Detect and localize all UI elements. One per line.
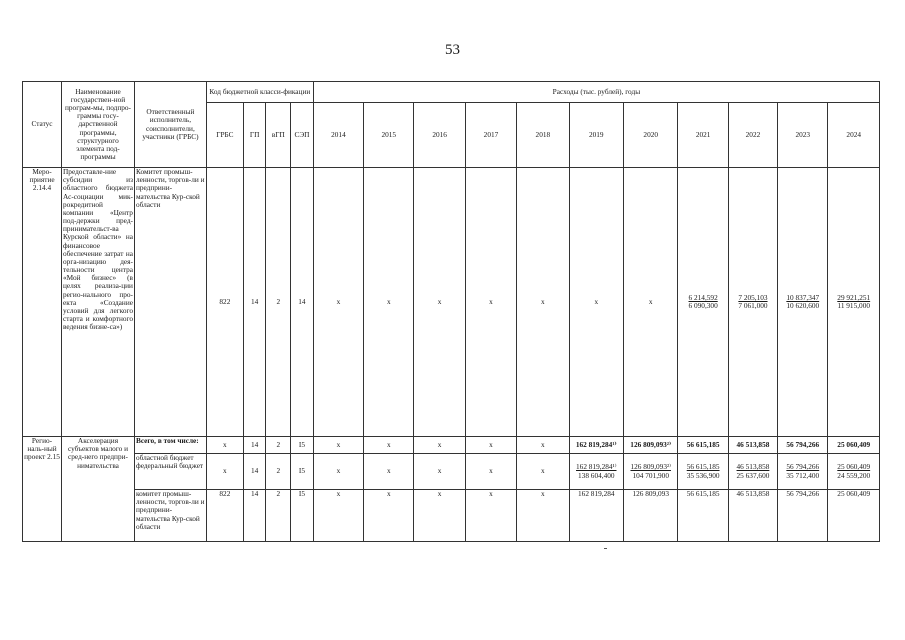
row2-budget-value: х — [364, 454, 414, 490]
row2-committee-value: х — [465, 490, 516, 542]
row2-committee-code: 822 — [206, 490, 243, 542]
header-code-sep: СЭП — [291, 103, 314, 168]
row1-value-2018: х — [517, 168, 569, 437]
header-year: 2014 — [313, 103, 363, 168]
row1-value-2020: х — [624, 168, 678, 437]
row1-responsible: Комитет промыш-ленности, торгов-ли и предприни-мательства Кур-ской области — [134, 168, 206, 437]
row1-value-2024: 29 921,251 11 915,000 — [828, 168, 880, 437]
row2-budget-code: х — [206, 454, 243, 490]
row1-code-vgp: 2 — [266, 168, 291, 437]
row2-total-code: 14 — [243, 437, 266, 454]
header-year: 2024 — [828, 103, 880, 168]
row2-budget-value-2019: 162 819,284¹⁾ 138 604,400 — [569, 454, 623, 490]
row2-total-value: 126 809,093²⁾ — [624, 437, 678, 454]
header-code-grbs: ГРБС — [206, 103, 243, 168]
row2-committee-code: I5 — [291, 490, 314, 542]
header-year: 2015 — [364, 103, 414, 168]
table-row — [23, 168, 880, 437]
row2-name: Акселерация субъектов малого и сред-него предпри-нимательства — [62, 437, 135, 542]
row2-total-value: 56 794,266 — [778, 437, 828, 454]
row1-value-2017: х — [465, 168, 516, 437]
row1-value-2015: х — [364, 168, 414, 437]
row2-committee-value: х — [364, 490, 414, 542]
row2-total-value: х — [517, 437, 569, 454]
row1-status: Меро-приятие 2.14.4 — [23, 168, 62, 437]
row2-committee-value: 126 809,093 — [624, 490, 678, 542]
header-code-vgp: вГП — [266, 103, 291, 168]
row2-budget-value-2022: 46 513,858 25 637,600 — [728, 454, 777, 490]
row2-budget-code: 2 — [266, 454, 291, 490]
budget-table — [22, 81, 880, 542]
page-number: 53 — [445, 42, 460, 58]
row2-total-value: х — [364, 437, 414, 454]
row1-name: Предоставле-ние субсидии из областного бюджета Ас-социации мик-рокредитной компании «Центр под-держки пред-принимательст-ва Курской области» на финансовое обеспечение затрат на орга-низацию дея-тельности центра «Мой бизнес» (в целях реализа-ции регио-нального про-екта «Создание условий для легкого старта и комфортного ведения бизне-са») — [62, 168, 135, 437]
row2-committee-value: 56 794,266 — [778, 490, 828, 542]
page-mark — [604, 548, 607, 549]
row2-total-label: Всего, в том числе: — [134, 437, 206, 454]
row2-total-value: х — [414, 437, 465, 454]
row2-committee-label: комитет промыш-ленности, торгов-ли и предприни-мательства Кур-ской области — [134, 490, 206, 542]
row2-total-value: 56 615,185 — [678, 437, 728, 454]
table-row — [23, 437, 880, 454]
header-code-group: Код бюджетной класси-фикации — [206, 82, 313, 103]
row2-budget-value: х — [465, 454, 516, 490]
row2-total-value: х — [313, 437, 363, 454]
header-year: 2023 — [778, 103, 828, 168]
row2-committee-code: 2 — [266, 490, 291, 542]
row2-budget-label: областной бюджет федеральный бюджет — [134, 454, 206, 490]
row2-budget-value-2023: 56 794,266 35 712,400 — [778, 454, 828, 490]
row2-budget-value-2024: 25 060,409 24 559,200 — [828, 454, 880, 490]
row1-value-2022: 7 205,103 7 061,000 — [728, 168, 777, 437]
row1-code-grbs: 822 — [206, 168, 243, 437]
header-code-gp: ГП — [243, 103, 266, 168]
row2-total-code: 2 — [266, 437, 291, 454]
row2-budget-value-2021: 56 615,185 35 536,900 — [678, 454, 728, 490]
header-year: 2022 — [728, 103, 777, 168]
row2-total-value: 46 513,858 — [728, 437, 777, 454]
header-year: 2016 — [414, 103, 465, 168]
header-year: 2020 — [624, 103, 678, 168]
row2-total-value: 162 819,284¹⁾ — [569, 437, 623, 454]
header-name: Наименование государствен-ной програм-мы, подпро-граммы госу-дарственной программы, структурного элемента под-программы — [62, 82, 135, 168]
header-year: 2021 — [678, 103, 728, 168]
table-row — [23, 490, 880, 542]
table-row — [23, 454, 880, 490]
row2-total-value: х — [465, 437, 516, 454]
row1-value-2016: х — [414, 168, 465, 437]
header-year: 2019 — [569, 103, 623, 168]
row1-value-2014: х — [313, 168, 363, 437]
row1-value-2019: х — [569, 168, 623, 437]
row2-budget-value-2020: 126 809,093²⁾ 104 701,900 — [624, 454, 678, 490]
row2-status: Регио-наль-ный проект 2.15 — [23, 437, 62, 542]
header-year: 2017 — [465, 103, 516, 168]
header-responsible: Ответственный исполнитель, соисполнители, участники (ГРБС) — [134, 82, 206, 168]
row2-committee-code: 14 — [243, 490, 266, 542]
row2-committee-value: х — [313, 490, 363, 542]
row2-total-code: х — [206, 437, 243, 454]
row1-value-2023: 10 837,347 10 620,600 — [778, 168, 828, 437]
row2-total-value: 25 060,409 — [828, 437, 880, 454]
row2-budget-code: 14 — [243, 454, 266, 490]
row2-committee-value: 46 513,858 — [728, 490, 777, 542]
row2-total-code: I5 — [291, 437, 314, 454]
row2-budget-value: х — [517, 454, 569, 490]
row1-value-2021: 6 214,592 6 090,300 — [678, 168, 728, 437]
row2-committee-value: 162 819,284 — [569, 490, 623, 542]
row2-budget-value: х — [414, 454, 465, 490]
row2-committee-value: 56 615,185 — [678, 490, 728, 542]
row2-budget-value: х — [313, 454, 363, 490]
header-year: 2018 — [517, 103, 569, 168]
row1-code-sep: 14 — [291, 168, 314, 437]
header-expenses-group: Расходы (тыс. рублей), годы — [313, 82, 879, 103]
row2-committee-value: 25 060,409 — [828, 490, 880, 542]
row2-committee-value: х — [517, 490, 569, 542]
row2-committee-value: х — [414, 490, 465, 542]
header-status: Статус — [23, 82, 62, 168]
row1-code-gp: 14 — [243, 168, 266, 437]
row2-budget-code: I5 — [291, 454, 314, 490]
